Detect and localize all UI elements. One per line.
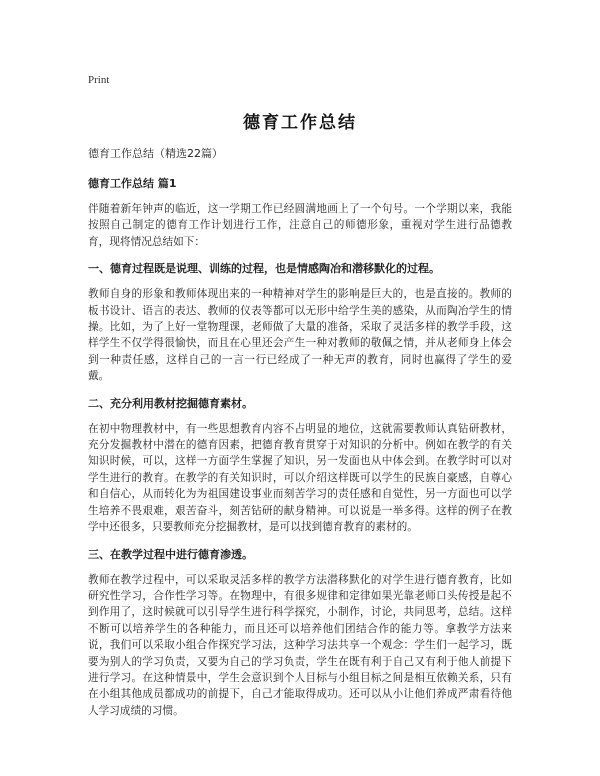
section-3-paragraph: 教师在教学过程中，可以采取灵活多样的教学方法潜移默化的对学生进行德育教育，比如研究性学习，合作性学习等。在物理中，有很多规律和定律如果光靠老师口头传授是起不到作用了，这时候就可以引导学生进行科学探究，小制作，讨论，共同思考，总结。这样不断可以培养学生的各种能力，而且还可以培养他们团结合作的能力等。拿教学方法来说，我们可以采取小组合作探究学习法，这种学习法共享一个观念：学生们一起学习，既要为别人的学习负责，又要为自己的学习负责，学生在既有利于自己又有利于他人前提下进行学习。在这种情景中，学生会意识到个人目标与小组目标之间是相互依赖关系，只有在小组其他成员都成功的前提下，自己才能取得成功。还可以从小让他们养成严肃看待他人学习成绩的习惯。 — [88, 573, 512, 717]
chapter-heading: 德育工作总结 篇1 — [88, 177, 177, 190]
section-2-heading: 二、充分利用教材挖掘德育素材。 — [88, 396, 253, 410]
intro-paragraph: 伴随着新年钟声的临近，这一学期工作已经圆满地画上了一个句号。一个学期以来，我能按照自己制定的德育工作计划进行工作，注意自己的师德形象，重视对学生进行品德教育，现将情况总结如下： — [88, 203, 512, 248]
section-2-paragraph: 在初中物理教材中，有一些思想教育内容不占明显的地位，这就需要教师认真钻研教材，充分发掘教材中潜在的德育因素，把德育教育贯穿于对知识的分析中。例如在教学的有关知识时候，可以，这样一方面学生掌握了知识，另一发面也从中体会到。在教学时可以对学生进行的教育。在教学的有关知识时，可以介绍这样既可以学生的民族自豪感，自尊心和自信心，从而转化为为祖国建设事业而刻苦学习的责任感和自觉性，另一方面也可以学生培养不畏艰难，艰苦奋斗，刻苦钻研的献身精神。可以说是一举多得。这样的例子在教学中还很多，只要教师充分挖掘教材，是可以找到德育教育的素材的。 — [88, 422, 512, 534]
section-1-heading: 一、德育过程既是说理、训练的过程，也是情感陶冶和潜移默化的过程。 — [88, 262, 440, 276]
document-subtitle: 德育工作总结（精选22篇） — [88, 147, 223, 160]
section-3-heading: 三、在教学过程中进行德育渗透。 — [88, 547, 253, 561]
section-1-paragraph: 教师自身的形象和教师体现出来的一种精神对学生的影响是巨大的，也是直接的。教师的板书设计、语言的表达、教师的仪表等都可以无形中给学生美的感染，从而陶冶学生的情操。比如，为了上好一堂物理课，老师做了大量的准备，采取了灵活多样的教学手段，这样学生不仅学得很愉快，而且在心里还会产生一种对教师的敬佩之情，并从老师身上体会到一种责任感，这样自己的一言一行已经成了一种无声的教育，同时也赢得了学生的爱戴。 — [88, 288, 512, 383]
print-link[interactable]: Print — [88, 74, 110, 86]
document-title: 德育工作总结 — [243, 113, 357, 133]
